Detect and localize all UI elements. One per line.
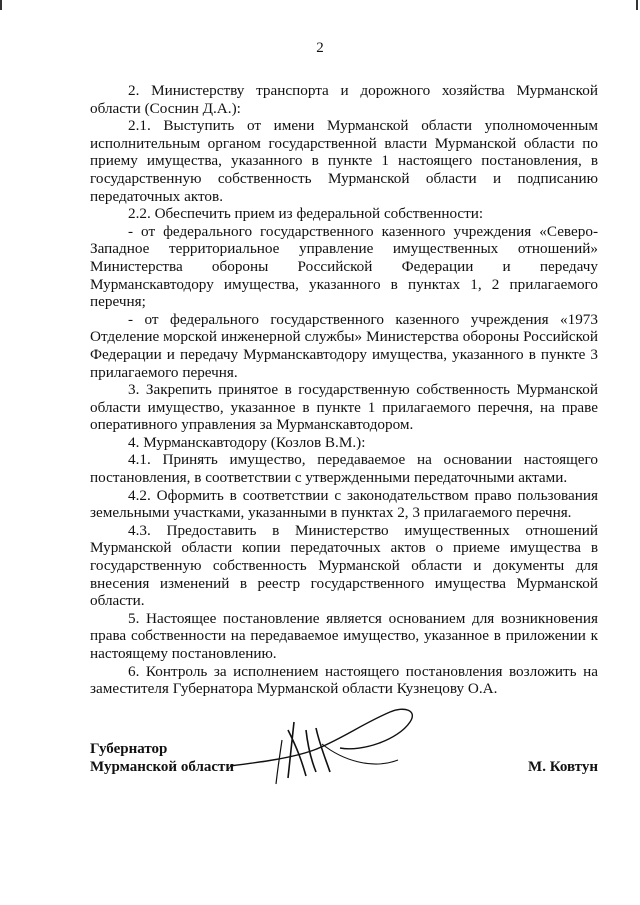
paragraph-4-1: 4.1. Принять имущество, передаваемое на основании настоящего постановления, в соответствии с утвержденными передаточными актами. <box>90 451 598 487</box>
signatory-title-line-2: Мурманской области <box>90 759 235 775</box>
signatory-title-line-1: Губернатор <box>90 741 168 757</box>
signatory-title <box>90 740 234 776</box>
scan-edge-mark-right <box>636 0 638 10</box>
paragraph-4: 4. Мурманскавтодору (Козлов В.М.): <box>128 433 366 451</box>
paragraph-4-3: 4.3. Предоставить в Министерство имущественных отношений Мурманской области копии передаточных актов о приеме имущества в государственную собственность Мурманской области и документы для внесения изменений в реестр государственного имущества Мурманской области. <box>90 521 598 610</box>
scan-edge-mark-left <box>0 0 2 10</box>
document-body <box>90 82 598 698</box>
paragraph-2: 2. Министерству транспорта и дорожного хозяйства Мурманской области (Соснин Д.А.): <box>90 82 598 117</box>
paragraph-3: 3. Закрепить принятое в государственную собственность Мурманской области имущество, указанное в пункте 1 прилагаемого перечня, на праве оперативного управления за Мурманскавтодором. <box>90 381 598 434</box>
paragraph-2-2: 2.2. Обеспечить прием из федеральной собственности: <box>128 205 484 223</box>
paragraph-2-2-item-1: - от федерального государственного казенного учреждения «Северо-Западное территориальное управление имущественных отношений» Министерства обороны Российской Федерации и передачу Мурманскавтодору имущества, указанного в пунктах 1, 2 прилагаемого перечня; <box>90 222 598 311</box>
page-number: 2 <box>316 40 324 56</box>
paragraph-5: 5. Настоящее постановление является основанием для возникновения права собственности на передаваемое имущество, указанное в приложении к настоящему постановлению. <box>90 609 598 662</box>
signature-icon <box>222 700 422 790</box>
paragraph-2-1: 2.1. Выступить от имени Мурманской области уполномоченным исполнительным органом государственной власти Мурманской области по приему имущества, указанного в пункте 1 настоящего постановления, в государственную собственность Мурманской области и подписанию передаточных актов. <box>90 117 598 205</box>
paragraph-4-2: 4.2. Оформить в соответствии с законодательством право пользования земельными участками, указанными в пунктах 2, 3 прилагаемого перечня. <box>90 486 598 522</box>
paragraph-2-2-item-2: - от федерального государственного казенного учреждения «1973 Отделение морской инженерной службы» Министерства обороны Российской Федерации и передачу Мурманскавтодору имущества, указанного в пункте 3 прилагаемого перечня. <box>90 310 598 381</box>
paragraph-6: 6. Контроль за исполнением настоящего постановления возложить на заместителя Губернатора Мурманской области Кузнецову О.А. <box>90 662 598 698</box>
signatory-name: М. Ковтун <box>528 759 598 775</box>
